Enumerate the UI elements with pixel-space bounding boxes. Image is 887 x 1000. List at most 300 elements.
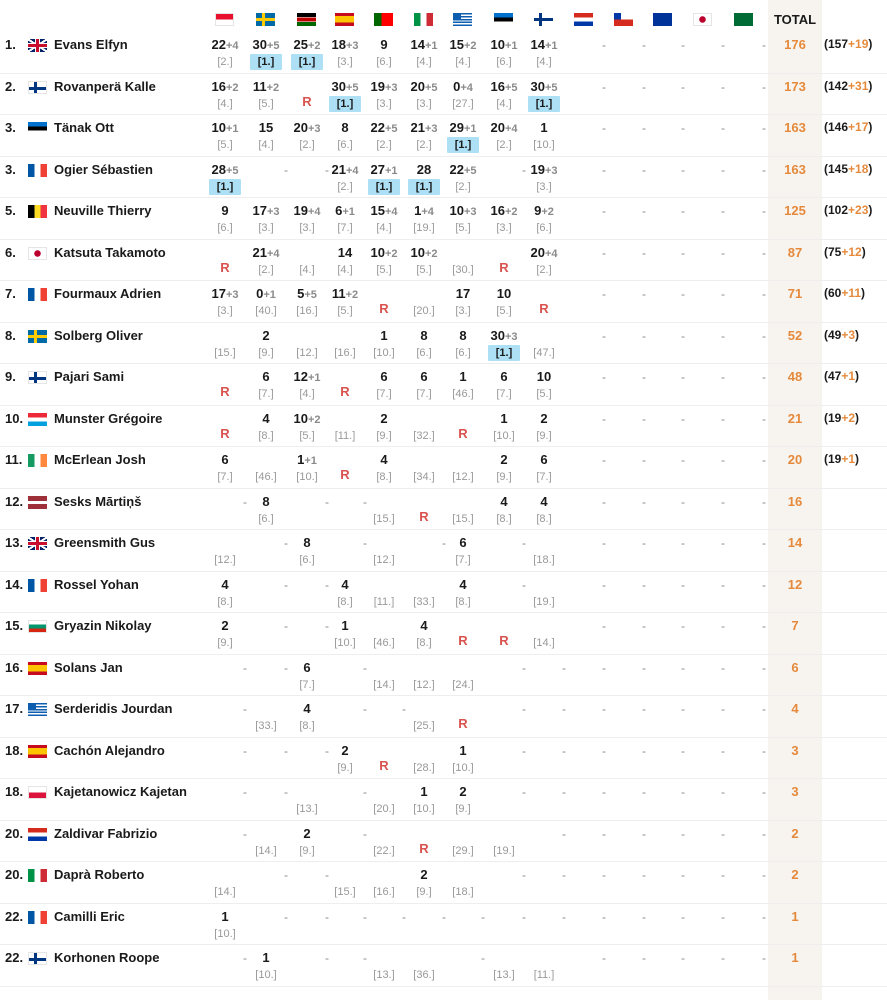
result-cell — [404, 821, 444, 863]
result-cell — [724, 945, 764, 987]
table-row[interactable] — [0, 655, 887, 697]
points-value: 28 — [416, 161, 432, 177]
result-cell — [443, 945, 483, 987]
no-result-dash: - — [325, 577, 329, 592]
points-breakdown: (142+31) — [824, 78, 873, 93]
result-cell — [724, 364, 764, 406]
driver-name[interactable]: Daprà Roberto — [54, 867, 145, 882]
points-value: 4 — [380, 452, 388, 467]
finish-position: [5.] — [536, 388, 552, 400]
no-result-dash: - — [284, 660, 288, 675]
result-cell — [205, 613, 245, 655]
result-cell — [643, 945, 683, 987]
points-value: 30+5 — [530, 78, 558, 94]
no-result-dash: - — [522, 162, 526, 177]
driver-name[interactable]: Munster Grégoire — [54, 410, 163, 426]
finish-position: [12.] — [452, 471, 474, 483]
points-value: 8 — [459, 327, 467, 343]
result-cell — [205, 157, 245, 199]
finish-position: [14.] — [533, 637, 555, 649]
points-value: 1+4 — [414, 203, 434, 218]
result-cell — [287, 489, 327, 531]
result-cell — [643, 821, 683, 863]
finish-position: [15.] — [214, 346, 236, 359]
finish-position: [10.] — [413, 803, 435, 815]
event-flag-italy-icon — [414, 13, 433, 26]
driver-name[interactable]: Rovanperä Kalle — [54, 78, 156, 94]
table-row[interactable] — [0, 904, 887, 946]
result-cell — [443, 530, 483, 572]
no-result-dash: - — [762, 577, 766, 592]
row-position: 11. — [5, 452, 23, 467]
bonus-points: +3 — [424, 123, 438, 135]
event-flag-japan-icon — [693, 13, 712, 26]
result-cell — [724, 198, 764, 240]
finish-position: [9.] — [258, 346, 274, 359]
event-flag-greece-icon — [453, 13, 472, 26]
retired-mark: R — [458, 633, 468, 648]
result-cell — [287, 572, 327, 614]
result-cell — [724, 32, 764, 74]
finish-position: [36.] — [413, 969, 435, 981]
no-result-dash: - — [363, 826, 367, 841]
result-cell — [524, 779, 564, 821]
driver-name[interactable]: Evans Elfyn — [54, 37, 128, 52]
bonus-points: +5 — [544, 81, 558, 94]
no-result-dash: - — [721, 619, 725, 633]
result-cell — [683, 364, 723, 406]
result-cell — [484, 655, 524, 697]
result-cell — [683, 696, 723, 738]
result-cell — [683, 240, 723, 282]
table-row[interactable] — [0, 157, 887, 199]
retired-mark: R — [220, 425, 230, 441]
table-row[interactable] — [0, 74, 887, 116]
no-result-dash: - — [243, 702, 247, 716]
result-cell — [364, 447, 404, 489]
finish-position: [6.] — [217, 222, 233, 234]
no-result-dash: - — [522, 577, 526, 592]
points-value: 22+5 — [370, 120, 398, 135]
result-cell — [683, 779, 723, 821]
result-cell — [524, 904, 564, 946]
result-cell — [604, 364, 644, 406]
result-cell — [724, 655, 764, 697]
bonus-points: +2 — [307, 413, 321, 426]
result-cell — [364, 281, 404, 323]
driver-name[interactable]: Pajari Sami — [54, 369, 125, 384]
finish-position: [10.] — [493, 429, 515, 442]
no-result-dash: - — [402, 702, 406, 716]
result-cell — [325, 281, 365, 323]
win-badge: [1.] — [368, 179, 400, 195]
no-result-dash: - — [562, 826, 566, 841]
finish-position: [33.] — [413, 595, 435, 608]
no-result-dash: - — [721, 245, 725, 260]
table-row[interactable] — [0, 779, 887, 821]
result-cell — [443, 489, 483, 531]
driver-name[interactable]: Rossel Yohan — [54, 576, 139, 592]
result-cell — [604, 32, 644, 74]
bonus-points: +5 — [384, 123, 398, 135]
result-cell — [404, 613, 444, 655]
result-cell — [643, 447, 683, 489]
no-result-dash: - — [602, 951, 606, 965]
driver-name[interactable]: Tänak Ott — [54, 120, 114, 135]
no-result-dash: - — [642, 38, 646, 52]
finish-position: [10.] — [334, 637, 356, 649]
finish-position: [5.] — [258, 97, 274, 110]
no-result-dash: - — [284, 162, 288, 177]
bonus-points: +1 — [504, 40, 518, 52]
table-row[interactable] — [0, 613, 887, 655]
total-points: 14 — [787, 535, 803, 550]
table-header — [0, 0, 887, 32]
no-result-dash: - — [602, 453, 606, 467]
total-points: 1 — [791, 950, 799, 965]
table-row[interactable] — [0, 738, 887, 780]
bonus-points: +1 — [463, 123, 477, 135]
result-cell — [364, 364, 404, 406]
no-result-dash: - — [642, 868, 646, 882]
result-cell — [524, 489, 564, 531]
points-value: 11+2 — [331, 286, 359, 301]
result-cell — [287, 447, 327, 489]
no-result-dash: - — [243, 494, 247, 509]
points-breakdown: (19+2) — [824, 410, 860, 425]
driver-name[interactable]: Kajetanowicz Kajetan — [54, 784, 187, 799]
result-cell — [524, 281, 564, 323]
result-cell — [443, 32, 483, 74]
table-row[interactable] — [0, 489, 887, 531]
result-cell — [683, 945, 723, 987]
result-cell — [683, 530, 723, 572]
finish-position: [10.] — [296, 471, 318, 483]
finish-position: [13.] — [493, 969, 515, 981]
bonus-points: +2 — [307, 40, 321, 52]
result-cell — [683, 281, 723, 323]
no-result-dash: - — [681, 79, 685, 94]
bonus-points: +2 — [345, 289, 359, 301]
table-row[interactable] — [0, 240, 887, 282]
bonus-points: +3 — [384, 81, 398, 94]
no-result-dash: - — [602, 536, 606, 550]
no-result-dash: - — [522, 660, 526, 675]
result-cell — [287, 198, 327, 240]
bonus-points: +5 — [463, 164, 477, 177]
result-cell — [604, 572, 644, 614]
result-cell — [364, 240, 404, 282]
total-points: 48 — [787, 369, 803, 384]
finish-position: [7.] — [496, 388, 512, 400]
result-cell — [404, 862, 444, 904]
finish-position: [10.] — [452, 761, 474, 774]
bonus-points: +2 — [384, 247, 398, 260]
finish-position: [3.] — [496, 222, 512, 234]
driver-name[interactable]: Solans Jan — [54, 659, 123, 675]
result-cell — [443, 862, 483, 904]
points-value: 15+4 — [370, 203, 398, 218]
result-cell — [604, 904, 644, 946]
result-cell — [604, 74, 644, 116]
no-result-dash: - — [284, 619, 288, 633]
table-row[interactable] — [0, 323, 887, 365]
driver-name[interactable]: McErlean Josh — [54, 452, 146, 467]
finish-position: [5.] — [416, 263, 432, 276]
points-breakdown: (145+18) — [824, 161, 873, 176]
no-result-dash: - — [522, 743, 526, 758]
finish-position: [9.] — [496, 471, 512, 483]
no-result-dash: - — [762, 162, 766, 177]
result-cell — [443, 779, 483, 821]
driver-name[interactable]: Sesks Mārtiņš — [54, 493, 142, 509]
result-cell — [205, 489, 245, 531]
driver-name[interactable]: Camilli Eric — [54, 908, 125, 924]
points-value: 1 — [262, 950, 270, 965]
driver-name[interactable]: Katsuta Takamoto — [54, 244, 166, 260]
table-row[interactable] — [0, 862, 887, 904]
total-points: 6 — [791, 659, 799, 675]
result-cell — [524, 738, 564, 780]
finish-position: [4.] — [376, 222, 392, 234]
result-cell — [404, 406, 444, 448]
no-result-dash: - — [602, 702, 606, 716]
table-row[interactable] — [0, 364, 887, 406]
table-row[interactable] — [0, 530, 887, 572]
bonus-points: +3 — [307, 123, 321, 135]
result-cell — [524, 945, 564, 987]
row-position: 20. — [5, 825, 24, 841]
row-position: 22. — [5, 950, 24, 965]
result-cell — [484, 489, 524, 531]
points-value: 22+5 — [449, 161, 477, 177]
no-result-dash: - — [681, 826, 685, 841]
driver-name[interactable]: Cachón Alejandro — [54, 742, 165, 758]
result-cell — [287, 281, 327, 323]
no-result-dash: - — [762, 909, 766, 924]
result-cell — [246, 572, 286, 614]
event-flag-portugal-icon — [374, 13, 393, 26]
result-cell — [443, 696, 483, 738]
bonus-points: +2 — [424, 247, 438, 260]
result-cell — [524, 572, 564, 614]
table-row[interactable] — [0, 821, 887, 863]
finish-position: [8.] — [416, 637, 432, 649]
driver-name[interactable]: Korhonen Roope — [54, 950, 160, 965]
result-cell — [246, 779, 286, 821]
result-cell — [724, 240, 764, 282]
no-result-dash: - — [721, 868, 725, 882]
no-result-dash: - — [602, 328, 606, 343]
row-position: 12. — [5, 493, 24, 509]
table-row[interactable] — [0, 447, 887, 489]
result-cell — [683, 862, 723, 904]
table-row[interactable] — [0, 572, 887, 614]
no-result-dash: - — [642, 536, 646, 550]
result-cell — [564, 447, 604, 489]
total-points: 163 — [784, 120, 806, 135]
points-value: 1 — [420, 784, 428, 799]
finish-position: [34.] — [413, 471, 435, 483]
finish-position: [5.] — [496, 305, 512, 317]
no-result-dash: - — [721, 79, 725, 94]
driver-name[interactable]: Neuville Thierry — [54, 203, 152, 218]
points-value: 19+3 — [530, 161, 558, 177]
table-row[interactable] — [0, 281, 887, 323]
result-cell — [364, 406, 404, 448]
result-cell — [443, 198, 483, 240]
points-value: 1 — [540, 120, 548, 135]
result-cell — [724, 572, 764, 614]
table-row[interactable] — [0, 945, 887, 987]
total-points: 12 — [787, 576, 803, 592]
total-points: 1 — [791, 908, 799, 924]
result-cell — [205, 821, 245, 863]
bonus-points: +2 — [541, 206, 554, 218]
no-result-dash: - — [762, 287, 766, 301]
finish-position: [9.] — [455, 803, 471, 815]
no-result-dash: - — [762, 702, 766, 716]
result-cell — [604, 323, 644, 365]
win-badge: [1.] — [209, 179, 241, 195]
finish-position: [7.] — [416, 388, 432, 400]
no-result-dash: - — [284, 909, 288, 924]
finish-position: [7.] — [217, 471, 233, 483]
points-value: 19+4 — [293, 203, 321, 218]
result-cell — [683, 115, 723, 157]
no-result-dash: - — [522, 785, 526, 799]
bonus-points: +3 — [266, 206, 280, 218]
row-position: 13. — [5, 535, 24, 550]
result-cell — [443, 157, 483, 199]
driver-flag-belgium-icon — [28, 205, 47, 218]
result-cell — [683, 157, 723, 199]
driver-name[interactable]: Serderidis Jourdan — [54, 701, 173, 716]
win-badge: [1.] — [488, 345, 520, 361]
no-result-dash: - — [642, 453, 646, 467]
result-cell — [643, 613, 683, 655]
result-cell — [364, 821, 404, 863]
finish-position: [19.] — [413, 222, 435, 234]
total-points: 3 — [791, 742, 799, 758]
result-cell — [484, 157, 524, 199]
no-result-dash: - — [681, 577, 685, 592]
bonus-points: +4 — [384, 206, 398, 218]
points-breakdown: (157+19) — [824, 37, 873, 51]
result-cell — [205, 323, 245, 365]
result-cell — [643, 530, 683, 572]
finish-position: [20.] — [413, 305, 435, 317]
driver-name[interactable]: Ogier Sébastien — [54, 161, 153, 177]
driver-flag-spain-icon — [28, 662, 47, 675]
driver-flag-bulgaria-icon — [28, 620, 47, 633]
finish-position: [7.] — [299, 678, 315, 691]
driver-name[interactable]: Fourmaux Adrien — [54, 286, 162, 301]
table-row[interactable] — [0, 198, 887, 240]
finish-position: [28.] — [413, 761, 435, 774]
finish-position: [3.] — [455, 305, 471, 317]
no-result-dash: - — [762, 868, 766, 882]
table-row[interactable] — [0, 696, 887, 738]
result-cell — [246, 489, 286, 531]
points-value: 8 — [420, 327, 428, 343]
bonus-points: +5 — [266, 40, 280, 52]
result-cell — [564, 489, 604, 531]
result-cell — [287, 738, 327, 780]
bonus-points: +4 — [504, 123, 518, 135]
result-cell — [564, 572, 604, 614]
no-result-dash: - — [681, 619, 685, 633]
result-cell — [683, 32, 723, 74]
no-result-dash: - — [284, 785, 288, 799]
result-cell — [524, 115, 564, 157]
result-cell — [404, 655, 444, 697]
driver-name[interactable]: Zaldivar Fabrizio — [54, 825, 158, 841]
driver-name[interactable]: Solberg Oliver — [54, 327, 143, 343]
points-value: 18+3 — [331, 37, 359, 52]
result-cell — [325, 240, 365, 282]
retired-mark: R — [302, 93, 312, 109]
table-row[interactable] — [0, 115, 887, 157]
points-value: 11+2 — [252, 78, 280, 94]
no-result-dash: - — [681, 162, 685, 177]
no-result-dash: - — [642, 826, 646, 841]
driver-flag-latvia-icon — [28, 496, 47, 509]
result-cell — [325, 323, 365, 365]
result-cell — [364, 738, 404, 780]
points-value: 2 — [221, 618, 229, 633]
result-cell — [287, 406, 327, 448]
points-value: 1+1 — [297, 452, 317, 467]
points-value: 6 — [221, 452, 229, 467]
bonus-points: +4 — [460, 81, 473, 94]
table-row[interactable] — [0, 32, 887, 74]
row-position: 5. — [5, 203, 16, 218]
bonus-points: +1 — [304, 455, 317, 467]
no-result-dash: - — [721, 121, 725, 135]
no-result-dash: - — [762, 536, 766, 550]
no-result-dash: - — [642, 785, 646, 799]
result-cell — [205, 904, 245, 946]
no-result-dash: - — [642, 121, 646, 135]
bonus-points: +1 — [307, 372, 321, 384]
finish-position: [2.] — [217, 56, 233, 68]
table-row[interactable] — [0, 406, 887, 448]
result-cell — [604, 281, 644, 323]
no-result-dash: - — [721, 494, 725, 509]
no-result-dash: - — [642, 619, 646, 633]
points-value: 29+1 — [449, 120, 477, 135]
driver-name[interactable]: Gryazin Nikolay — [54, 618, 152, 633]
finish-position: [2.] — [416, 139, 432, 151]
no-result-dash: - — [363, 951, 367, 965]
points-value: 10+3 — [449, 203, 477, 218]
driver-name[interactable]: Greensmith Gus — [54, 535, 156, 550]
result-cell — [564, 530, 604, 572]
result-cell — [364, 198, 404, 240]
driver-flag-sweden-icon — [28, 330, 47, 343]
finish-position: [25.] — [413, 720, 435, 732]
points-value: 4 — [341, 576, 349, 592]
result-cell — [604, 198, 644, 240]
result-cell — [724, 489, 764, 531]
result-cell — [724, 779, 764, 821]
points-value: 6+1 — [335, 203, 355, 218]
result-cell — [524, 696, 564, 738]
finish-position: [14.] — [373, 678, 395, 691]
no-result-dash: - — [642, 411, 646, 426]
no-result-dash: - — [762, 245, 766, 260]
